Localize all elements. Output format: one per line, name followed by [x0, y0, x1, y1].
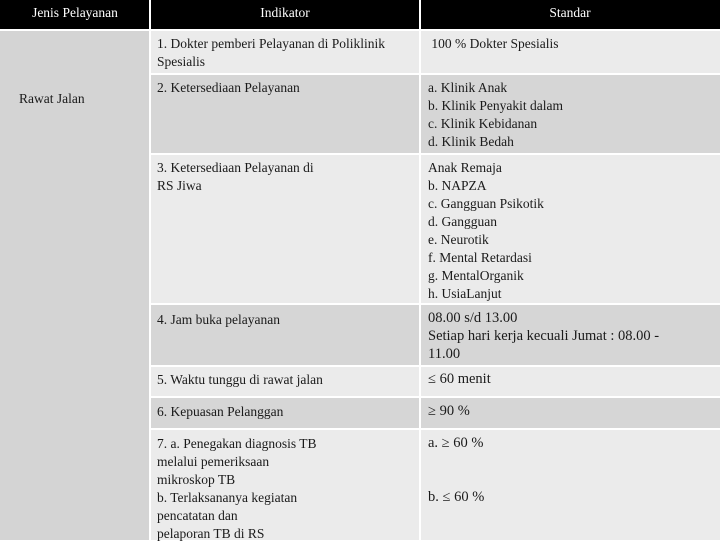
standard-cell — [420, 430, 720, 540]
indicator-text: 2. Ketersediaan Pelayanan — [157, 80, 300, 95]
standard-text: ≥ 90 % — [428, 403, 470, 419]
standard-text: a. ≥ 60 % — [428, 435, 484, 451]
standard-text: c. Klinik Kebidanan — [428, 116, 538, 131]
indicator-text: mikroskop TB — [157, 472, 236, 487]
standard-text: c. Gangguan Psikotik — [428, 196, 544, 211]
service-type-cell — [0, 31, 150, 540]
standard-text: 08.00 s/d 13.00 — [428, 310, 518, 326]
standard-cell — [420, 31, 720, 73]
standard-cell — [420, 75, 720, 153]
service-type-label: Rawat Jalan — [19, 91, 85, 106]
indicator-cell — [150, 305, 420, 365]
indicator-cell — [150, 430, 420, 540]
header-indikator: Indikator — [150, 0, 420, 29]
standard-text: d. Gangguan — [428, 214, 497, 229]
standard-text: Anak Remaja — [428, 160, 502, 175]
standard-text: b. ≤ 60 % — [428, 489, 485, 505]
indicator-text: RS Jiwa — [157, 178, 202, 193]
standard-cell — [420, 398, 720, 428]
indicator-text: 6. Kepuasan Pelanggan — [157, 404, 284, 419]
standard-cell — [420, 305, 720, 365]
header-standar: Standar — [420, 0, 720, 29]
standard-text: a. Klinik Anak — [428, 80, 508, 95]
indicator-text: melalui pemeriksaan — [157, 454, 270, 469]
indicator-text: Spesialis — [157, 54, 206, 69]
indicator-cell — [150, 155, 420, 303]
standard-text: d. Klinik Bedah — [428, 134, 514, 149]
indicator-text: pelaporan TB di RS — [157, 526, 265, 541]
standard-cell — [420, 367, 720, 396]
indicator-text: pencatatan dan — [157, 508, 238, 523]
indicator-text: b. Terlaksananya kegiatan — [157, 490, 298, 505]
standard-text: h. UsiaLanjut — [428, 286, 502, 301]
standard-text: ≤ 60 menit — [428, 371, 491, 387]
standard-text: b. Klinik Penyakit dalam — [428, 98, 563, 113]
standard-text: Setiap hari kerja kecuali Jumat : 08.00 - — [428, 328, 660, 344]
indicator-text: 3. Ketersediaan Pelayanan di — [157, 160, 314, 175]
indicator-text: 7. a. Penegakan diagnosis TB — [157, 436, 317, 451]
indicator-cell — [150, 367, 420, 396]
indicator-cell — [150, 31, 420, 73]
standard-text: f. Mental Retardasi — [428, 250, 532, 265]
standard-text: 100 % Dokter Spesialis — [428, 36, 559, 51]
standard-text: g. MentalOrganik — [428, 268, 524, 283]
indicator-text: 1. Dokter pemberi Pelayanan di Poliklinik — [157, 36, 385, 51]
standard-cell — [420, 155, 720, 303]
column-divider — [419, 0, 421, 540]
standard-text: 11.00 — [428, 346, 461, 362]
header-jenis-pelayanan: Jenis Pelayanan — [0, 0, 150, 29]
standard-text: e. Neurotik — [428, 232, 489, 247]
column-divider — [149, 0, 151, 540]
indicator-text: 5. Waktu tunggu di rawat jalan — [157, 372, 323, 387]
indicator-cell — [150, 75, 420, 153]
indicator-cell — [150, 398, 420, 428]
standard-text: b. NAPZA — [428, 178, 487, 193]
indicator-text: 4. Jam buka pelayanan — [157, 312, 280, 327]
